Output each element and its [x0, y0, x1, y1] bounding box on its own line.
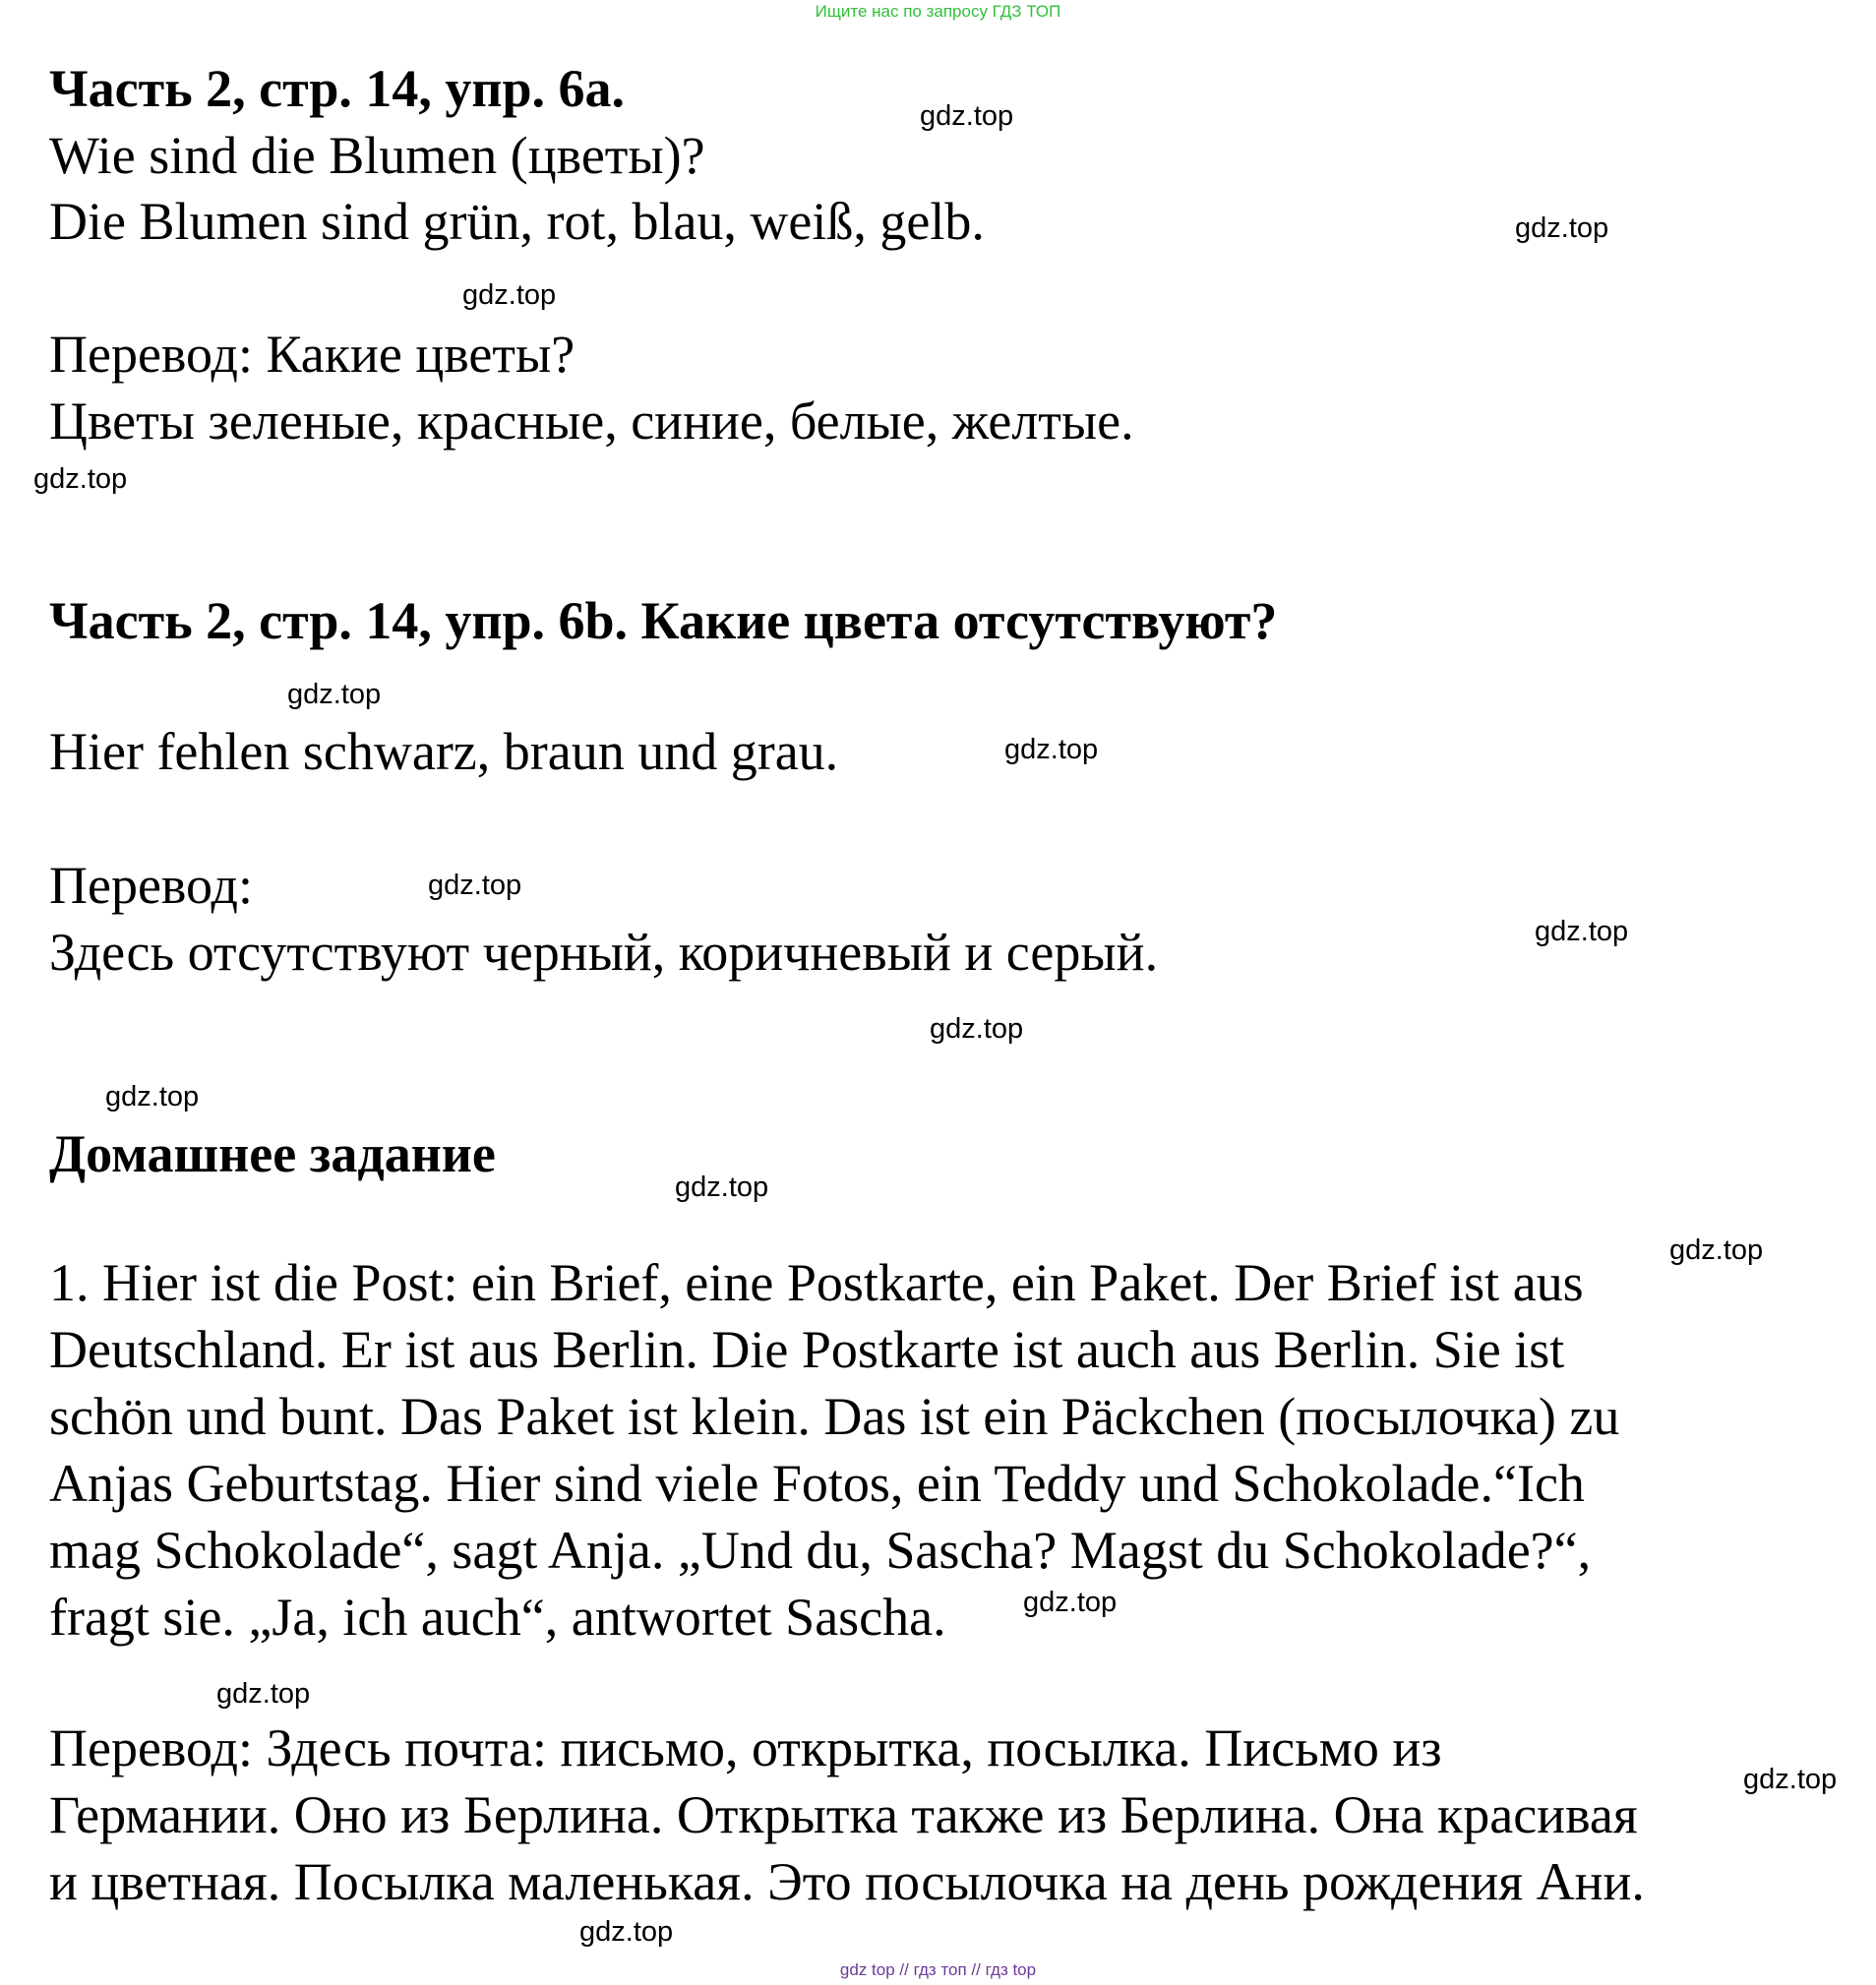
translation-6b-line: Здесь отсутствуют черный, коричневый и серый.	[49, 923, 1159, 982]
watermark: gdz.top	[1535, 916, 1629, 947]
watermark: gdz.top	[1743, 1764, 1838, 1795]
watermark: gdz.top	[287, 679, 382, 710]
watermark: gdz.top	[1669, 1234, 1764, 1266]
homework-text	[49, 1249, 1619, 1651]
homework-translation	[49, 1714, 1645, 1915]
watermark: gdz.top	[1515, 212, 1609, 244]
watermark: gdz.top	[428, 870, 522, 901]
text-6b-line1: Hier fehlen schwarz, braun und grau.	[49, 722, 839, 781]
homework-text-line: 1. Hier ist die Post: ein Brief, eine Postkarte, ein Paket. Der Brief ist aus	[49, 1253, 1584, 1312]
translation-6a-line1: Перевод: Какие цветы?	[49, 325, 575, 384]
top-banner: Ищите нас по запросу ГДЗ ТОП	[815, 2, 1061, 21]
homework-text-line: mag Schokolade“, sagt Anja. „Und du, Sascha? Magst du Schokolade?“,	[49, 1521, 1592, 1580]
homework-translation-line: и цветная. Посылка маленькая. Это посылочка на день рождения Ани.	[49, 1852, 1645, 1911]
heading-6b: Часть 2, стр. 14, упр. 6b. Какие цвета отсутствуют?	[49, 591, 1278, 650]
homework-text-line: Anjas Geburtstag. Hier sind viele Fotos, ein Teddy und Schokolade.“Ich	[49, 1454, 1585, 1513]
watermark: gdz.top	[930, 1013, 1024, 1045]
watermark: gdz.top	[462, 279, 557, 311]
homework-text-line: Deutschland. Er ist aus Berlin. Die Postkarte ist auch aus Berlin. Sie ist	[49, 1320, 1565, 1379]
watermark: gdz.top	[579, 1916, 674, 1948]
homework-text-line: fragt sie. „Ja, ich auch“, antwortet Sascha.	[49, 1588, 946, 1647]
heading-6a: Часть 2, стр. 14, упр. 6а.	[49, 59, 626, 118]
homework-heading: Домашнее задание	[49, 1124, 496, 1183]
homework-text-line: schön und bunt. Das Paket ist klein. Das ist ein Päckchen (посылочка) zu	[49, 1387, 1620, 1446]
watermark: gdz.top	[1004, 734, 1099, 765]
watermark: gdz.top	[105, 1081, 200, 1113]
translation-6b-label: Перевод:	[49, 856, 253, 915]
translation-6a-line2: Цветы зеленые, красные, синие, белые, желтые.	[49, 391, 1134, 451]
watermark: gdz.top	[33, 463, 128, 495]
watermark: gdz.top	[920, 100, 1014, 132]
watermark: gdz.top	[675, 1172, 769, 1203]
text-6a-line2: Die Blumen sind grün, rot, blau, weiß, gelb.	[49, 192, 985, 251]
watermark: gdz.top	[1023, 1587, 1118, 1618]
text-6a-line1: Wie sind die Blumen (цветы)?	[49, 126, 705, 185]
homework-translation-line: Перевод: Здесь почта: письмо, открытка, посылка. Письмо из	[49, 1718, 1442, 1777]
bottom-banner: gdz top // гдз топ // гдз top	[839, 1960, 1037, 1979]
homework-translation-line: Германии. Оно из Берлина. Открытка также из Берлина. Она красивая	[49, 1785, 1638, 1844]
watermark: gdz.top	[216, 1678, 311, 1710]
